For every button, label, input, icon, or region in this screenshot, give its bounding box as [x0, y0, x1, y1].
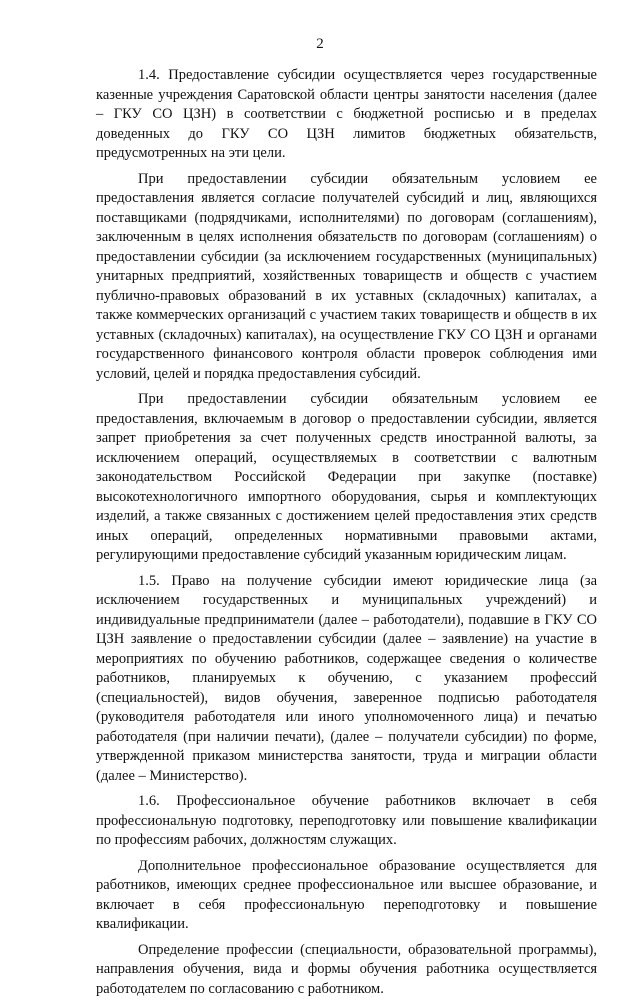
paragraph-additional-education: Дополнительное профессиональное образование осуществляется для работников, имеющих среднее профессиональное или высшее образование, и включает в себя профессиональную переподготовку и повышение квалификации. [96, 857, 597, 932]
paragraph-currency-ban: При предоставлении субсидии обязательным условием ее предоставления, включаемым в договор о предоставлении субсидии, является запрет приобретения за счет полученных средств иностранной валюты, за исключением операций, осуществляемых в соответствии с валютным законодательством Российской Федерации при закупке (поставке) высокотехнологичного импортного оборудования, сырья и комплектующих изделий, а также связанных с достижением целей предоставления этих средств иных операций, определенных нормативными правовыми актами, регулирующими предоставление субсидий указанным юридическим лицам. [96, 391, 597, 563]
page-number: 2 [316, 36, 324, 52]
paragraph-1-4: 1.4. Предоставление субсидии осуществляется через государственные казенные учреждения Саратовской области центры занятости населения (далее – ГКУ СО ЦЗН) в соответствии с бюджетной росписью и в пределах доведенных до ГКУ СО ЦЗН лимитов бюджетных обязательств, предусмотренных на эти цели. [96, 67, 597, 161]
paragraph-1-6: 1.6. Профессиональное обучение работников включает в себя профессиональную подготовку, переподготовку или повышение квалификации по профессиям рабочих, должностям служащих. [96, 793, 597, 848]
paragraph-audit-consent: При предоставлении субсидии обязательным условием ее предоставления является согласие получателей субсидий и лиц, являющихся поставщиками (подрядчиками, исполнителями) по договорам (соглашениям), заключенным в целях исполнения обязательств по договорам (соглашениям) о предоставлении субсидии (за исключением государственных (муниципальных) унитарных предприятий, хозяйственных товариществ и обществ с участием публично-правовых образований в их уставных (складочных) капиталах, а также коммерческих организаций с участием таких товариществ и обществ в их уставных (складочных) капиталах), на осуществление ГКУ СО ЦЗН и органами государственного финансового контроля области проверок соблюдения ими условий, целей и порядка предоставления субсидий. [96, 170, 597, 382]
paragraph-1-5: 1.5. Право на получение субсидии имеют юридические лица (за исключением государственных и муниципальных учреждений) и индивидуальные предприниматели (далее – работодатели), подавшие в ГКУ СО ЦЗН заявление о предоставлении субсидии (далее – заявление) на участие в мероприятиях по обучению работников, содержащее сведения о количестве работников, планируемых к обучению, с указанием профессий (специальностей), видов обучения, заверенное подписью работодателя (руководителя работодателя или иного уполномоченного лица) и печатью работодателя (при наличии печати), (далее – получатели субсидии) по форме, утвержденной приказом министерства занятости, труда и миграции области (далее – Министерство). [96, 572, 597, 784]
paragraph-profession-definition: Определение профессии (специальности, образовательной программы), направления обучения, вида и формы обучения работника осуществляется работодателем по согласованию с работником. [96, 941, 597, 997]
document-body [96, 66, 597, 1005]
